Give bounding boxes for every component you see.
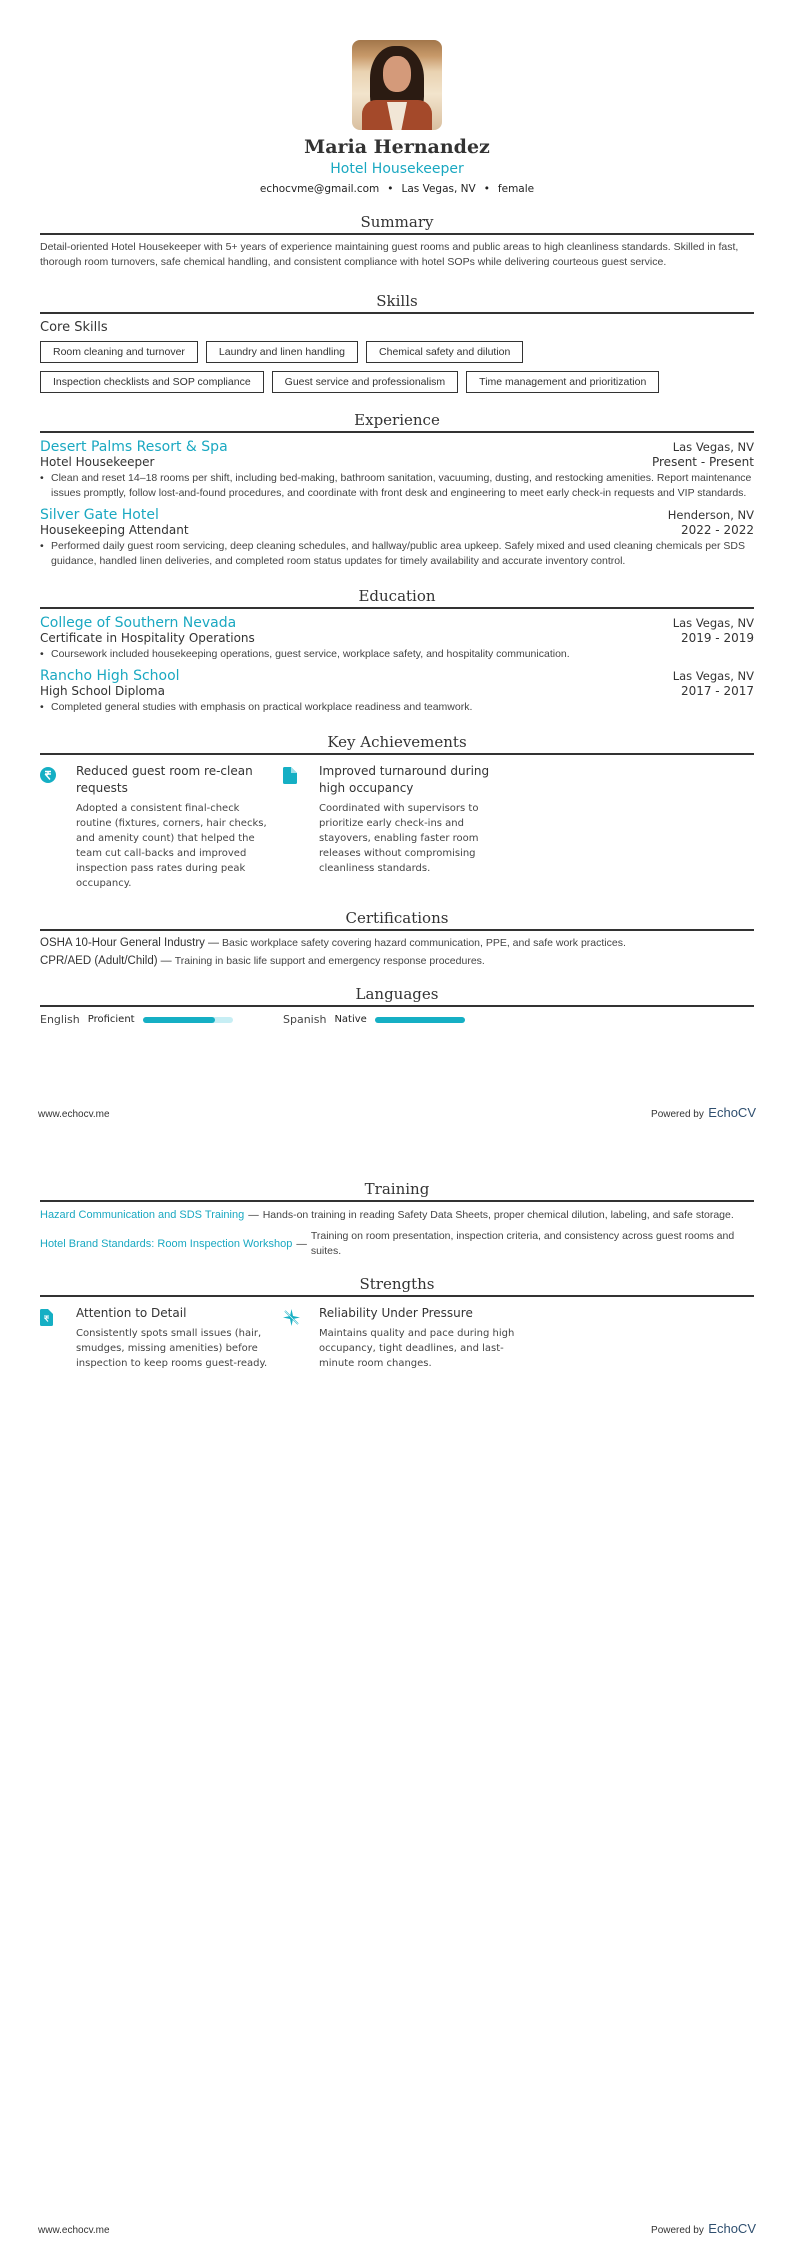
- certification-desc: Basic workplace safety covering hazard communication, PPE, and safe work practices.: [222, 937, 626, 949]
- location: Las Vegas, NV: [401, 183, 476, 195]
- gender: female: [497, 183, 535, 195]
- rupee-coin-icon: [40, 768, 56, 787]
- language-name: Spanish: [283, 1013, 327, 1026]
- footer-url[interactable]: www.echocv.me: [38, 1109, 110, 1120]
- strength-title: Attention to Detail: [76, 1306, 187, 1320]
- email[interactable]: echocvme@gmail.com: [259, 183, 380, 195]
- profile-photo: [352, 40, 442, 130]
- job-dates: Present - Present: [651, 455, 754, 469]
- separator-dot: •: [387, 183, 394, 195]
- page-footer: [38, 2220, 756, 2238]
- achievement-desc: Adopted a consistent final-check routine (fixtures, corners, hair checks, and amenity count) that helped the team cut call-backs and improved inspection pass rates during peak occupancy.: [76, 803, 267, 889]
- section-title-certifications: Certifications: [40, 909, 754, 931]
- resume-header: [40, 0, 754, 195]
- training-name: Hotel Brand Standards: Room Inspection Workshop: [40, 1237, 293, 1250]
- education-dates: 2019 - 2019: [680, 631, 754, 645]
- skill-tag: Laundry and linen handling: [206, 341, 358, 363]
- education-entry: [40, 668, 754, 715]
- strength-desc: Maintains quality and pace during high occupancy, tight deadlines, and last-minute room changes.: [319, 1328, 515, 1369]
- certification-item: [40, 955, 754, 967]
- skill-tag: Guest service and professionalism: [272, 371, 459, 393]
- footer-url[interactable]: www.echocv.me: [38, 2225, 110, 2236]
- strength-title: Reliability Under Pressure: [319, 1306, 473, 1320]
- strengths-list: [40, 1305, 754, 1371]
- job-role: Hotel Housekeeper: [40, 455, 155, 469]
- dash: —: [248, 1209, 259, 1221]
- achievements-list: [40, 763, 754, 891]
- dash: —: [296, 1237, 307, 1250]
- language-name: English: [40, 1013, 80, 1026]
- language-level: Proficient: [87, 1014, 135, 1025]
- section-title-education: Education: [40, 587, 754, 609]
- job-title: Hotel Housekeeper: [330, 161, 464, 177]
- skill-tag: Chemical safety and dilution: [366, 341, 523, 363]
- skill-tag: Inspection checklists and SOP compliance: [40, 371, 264, 393]
- skill-tag: Room cleaning and turnover: [40, 341, 198, 363]
- language-proficiency-bar: [143, 1017, 233, 1023]
- school-name: College of Southern Nevada: [40, 615, 237, 631]
- dash: —: [160, 955, 172, 967]
- section-title-achievements: Key Achievements: [40, 733, 754, 755]
- experience-bullet: • Clean and reset 14–18 rooms per shift, including bed-making, bathroom sanitation, vacuuming, dusting, and restocking amenities. Report maintenance issues promptly, follow lost-and-found procedures, and coordinate with front desk and engineering to meet early check-in requests and VIP standards.: [40, 471, 754, 501]
- training-desc: Training on room presentation, inspection criteria, and consistency across guest rooms and suites.: [310, 1230, 735, 1257]
- sparkle-crossed-icon: [283, 1311, 300, 1330]
- brand-logo[interactable]: EchoCV: [708, 1105, 756, 1120]
- training-desc: Hands-on training in reading Safety Data Sheets, proper chemical dilution, labeling, and safe storage.: [262, 1209, 734, 1221]
- school-location: Las Vegas, NV: [672, 616, 754, 630]
- brand-logo[interactable]: EchoCV: [708, 2221, 756, 2236]
- resume-page-2: [0, 1130, 794, 2246]
- language-level: Native: [334, 1014, 367, 1025]
- experience-entry: [40, 507, 754, 569]
- education-bullet: • Coursework included housekeeping operations, guest service, workplace safety, and hospitality communication.: [40, 647, 754, 662]
- experience-bullet: • Performed daily guest room servicing, deep cleaning schedules, and hallway/public area upkeep. Safely mixed and used cleaning chemicals per SDS guidance, handled linen deliveries, and completed room status updates for timely availability and accurate inventory control.: [40, 539, 754, 569]
- powered-by-label: Powered by: [651, 2225, 704, 2236]
- education-entry: [40, 615, 754, 662]
- rupee-document-icon: [40, 1311, 53, 1330]
- powered-by-label: Powered by: [651, 1109, 704, 1120]
- certification-name: OSHA 10-Hour General Industry: [40, 937, 205, 949]
- education-bullet: • Completed general studies with emphasis on practical workplace readiness and teamwork.: [40, 700, 754, 715]
- job-dates: 2022 - 2022: [680, 523, 754, 537]
- section-title-experience: Experience: [40, 411, 754, 433]
- section-title-languages: Languages: [40, 985, 754, 1007]
- section-title-strengths: Strengths: [40, 1275, 754, 1297]
- skills-group-label: Core Skills: [40, 320, 108, 335]
- language-item: [40, 1013, 283, 1026]
- education-dates: 2017 - 2017: [680, 684, 754, 698]
- employer-name: Silver Gate Hotel: [40, 507, 159, 523]
- school-name: Rancho High School: [40, 668, 180, 684]
- strength-desc: Consistently spots small issues (hair, smudges, missing amenities) before inspection to keep rooms guest-ready.: [76, 1328, 268, 1369]
- contact-line: [40, 183, 754, 195]
- strength-card: [40, 1305, 283, 1371]
- certification-item: [40, 937, 754, 949]
- school-location: Las Vegas, NV: [672, 669, 754, 683]
- achievement-card: [283, 763, 526, 891]
- strength-card: [283, 1305, 526, 1371]
- language-item: [283, 1013, 526, 1026]
- achievement-title: Improved turnaround during high occupancy: [319, 764, 490, 795]
- training-name: Hazard Communication and SDS Training: [40, 1209, 245, 1221]
- job-role: Housekeeping Attendant: [40, 523, 189, 537]
- certification-desc: Training in basic life support and emergency response procedures.: [174, 955, 485, 967]
- achievement-desc: Coordinated with supervisors to prioritize early check-ins and stayovers, enabling faster room releases without compromising cleanliness standards.: [319, 803, 479, 874]
- experience-entry: [40, 439, 754, 501]
- separator-dot: •: [483, 183, 490, 195]
- language-proficiency-bar: [375, 1017, 465, 1023]
- languages-list: [40, 1013, 754, 1026]
- certification-name: CPR/AED (Adult/Child): [40, 955, 158, 967]
- training-item: [40, 1208, 754, 1223]
- document-icon: [283, 769, 297, 788]
- employer-name: Desert Palms Resort & Spa: [40, 439, 228, 455]
- degree: High School Diploma: [40, 684, 165, 698]
- section-title-skills: Skills: [40, 292, 754, 314]
- skills-list: [40, 341, 754, 393]
- skill-tag: Time management and prioritization: [466, 371, 659, 393]
- training-item: [40, 1229, 754, 1259]
- degree: Certificate in Hospitality Operations: [40, 631, 255, 645]
- summary-text: Detail-oriented Hotel Housekeeper with 5+ years of experience maintaining guest rooms and public areas to high cleanliness standards. Skilled in fast, thorough room turnovers, safe chemical handling, and consistent compliance with hotel SOPs while delivering courteous guest service.: [40, 241, 739, 268]
- section-title-training: Training: [40, 1180, 754, 1202]
- dash: —: [207, 937, 219, 949]
- section-title-summary: Summary: [40, 213, 754, 235]
- employer-location: Henderson, NV: [667, 508, 754, 522]
- employer-location: Las Vegas, NV: [672, 440, 754, 454]
- achievement-title: Reduced guest room re-clean requests: [76, 764, 253, 795]
- achievement-card: [40, 763, 283, 891]
- candidate-name: Maria Hernandez: [304, 136, 490, 158]
- page-footer: [38, 1104, 756, 1122]
